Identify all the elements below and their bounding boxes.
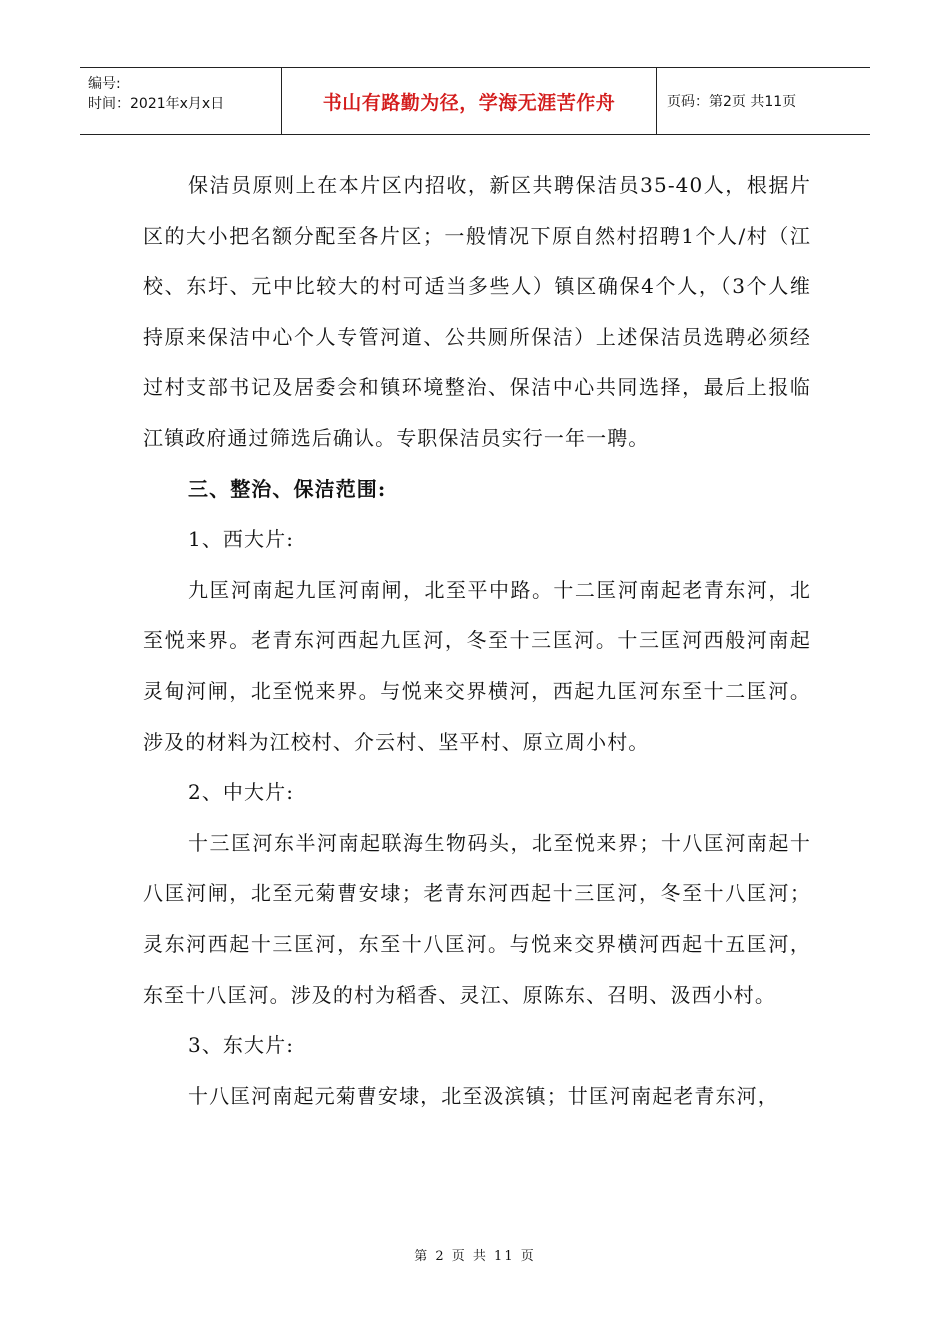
subheading-west-area: 1、西大片:	[188, 527, 295, 552]
paragraph-staff-recruitment: 保洁员原则上在本片区内招收，新区共聘保洁员35-40人，根据片区的大小把名额分配至各片区；一般情况下原自然村招聘1个人/村（江校、东圩、元中比较大的村可适当多些人）镇区确保4个人，（3个人维持原来保洁中心个人专管河道、公共厕所保洁）上述保洁员选聘必须经过村支部书记及居委会和镇环境整治、保洁中心共同选择，最后上报临江镇政府通过筛选后确认。专职保洁员实行一年一聘。	[143, 173, 811, 450]
section-heading-scope: 三、整治、保洁范围:	[188, 476, 387, 501]
subheading-central-area: 2、中大片:	[188, 780, 295, 805]
paragraph-central-area: 十三匡河东半河南起联海生物码头，北至悦来界；十八匡河南起十八匡河闸，北至元菊曹安埭；老青东河西起十三匡河，冬至十八匡河；灵东河西起十三匡河，东至十八匡河。与悦来交界横河西起十五匡河，东至十八匡河。涉及的村为稻香、灵江、原陈东、召明、汲西小村。	[143, 830, 811, 1007]
document-date: 时间：2021年x月x日	[88, 96, 225, 112]
document-body	[143, 160, 811, 1121]
header-meta	[80, 68, 282, 134]
subheading-east-area: 3、东大片:	[188, 1033, 295, 1058]
header-motto: 书山有路勤为径，学海无涯苦作舟	[282, 68, 657, 134]
paragraph-west-area: 九匡河南起九匡河南闸，北至平中路。十二匡河南起老青东河，北至悦来界。老青东河西起九匡河，冬至十三匡河。十三匡河西般河南起灵甸河闸，北至悦来界。与悦来交界横河，西起九匡河东至十二匡河。涉及的材料为江校村、介云村、坚平村、原立周小村。	[143, 577, 811, 754]
paragraph-east-area: 十八匡河南起元菊曹安埭，北至汲滨镇；廿匡河南起老青东河，	[188, 1083, 779, 1108]
document-number-label: 编号:	[88, 76, 121, 92]
header-page-code: 页码：第2页 共11页	[667, 94, 797, 110]
page-header	[80, 67, 870, 135]
page-footer: 第 2 页 共 11 页	[414, 1249, 536, 1264]
